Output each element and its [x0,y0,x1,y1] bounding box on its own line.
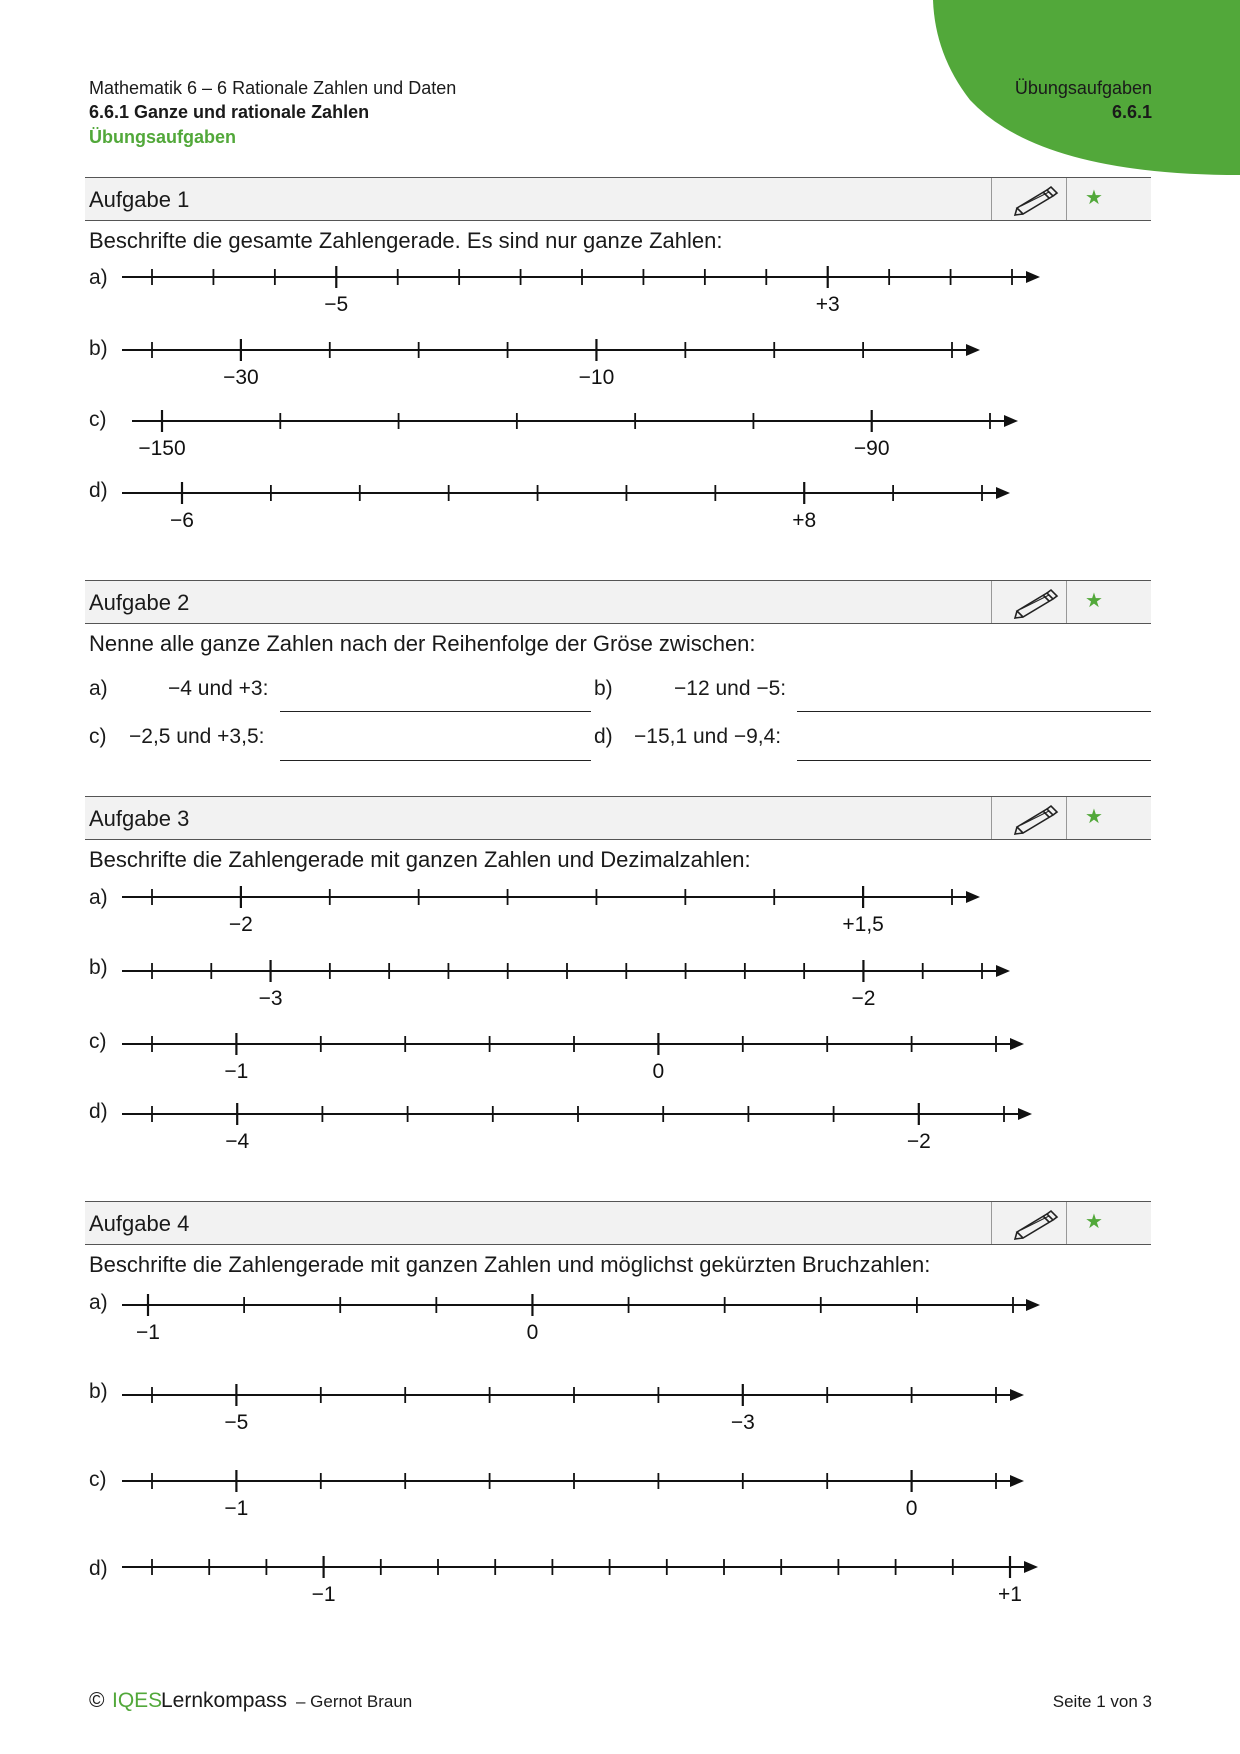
tick-label: 0 [652,1060,665,1083]
tick-label: −3 [258,987,283,1010]
header-subject: Mathematik 6 – 6 Rationale Zahlen und Daten [89,78,457,98]
tick-label: −150 [138,437,186,460]
tick-label: −2 [228,913,253,936]
tick-label: −2 [906,1130,931,1153]
task-3-instruction: Beschrifte die Zahlengerade mit ganzen Zahlen und Dezimalzahlen: [89,847,751,872]
header-section: Übungsaufgaben [89,127,236,147]
star-icon: ★ [1085,806,1103,828]
tick-label: −4 [225,1130,250,1153]
item-label: a) [89,677,108,700]
line-label: c) [89,408,107,431]
tick-label: −90 [853,437,890,460]
task-3-title: Aufgabe 3 [89,806,190,831]
line-label: d) [89,479,108,502]
item-label: b) [594,677,613,700]
item-text: −12 und −5: [674,677,787,700]
star-icon: ★ [1085,1211,1103,1233]
line-label: d) [89,1100,108,1123]
line-label: c) [89,1030,107,1053]
tick-label: +3 [815,293,840,316]
star-icon: ★ [1085,187,1103,209]
tick-label: +1 [998,1583,1022,1606]
tick-label: −10 [578,366,615,389]
item-text: −4 und +3: [168,677,269,700]
tick-label: −5 [224,1411,249,1434]
item-text: −15,1 und −9,4: [634,725,782,748]
header-chapter: 6.6.1 Ganze und rationale Zahlen [89,102,370,122]
task-4-instruction: Beschrifte die Zahlengerade mit ganzen Zahlen und möglichst gekürzten Bruchzahlen: [89,1252,931,1277]
item-label: d) [594,725,613,748]
tick-label: +1,5 [842,913,884,936]
footer-page: Seite 1 von 3 [1052,1692,1152,1711]
tick-label: 0 [526,1321,539,1344]
line-label: a) [89,266,108,289]
task-4-title: Aufgabe 4 [89,1211,190,1236]
line-label: a) [89,886,108,909]
line-label: d) [89,1557,108,1580]
footer-brand-iqes: IQES [112,1689,163,1712]
task-1-title: Aufgabe 1 [89,187,190,212]
task-1-instruction: Beschrifte die gesamte Zahlengerade. Es sind nur ganze Zahlen: [89,228,723,253]
item-text: −2,5 und +3,5: [129,725,265,748]
line-label: b) [89,956,108,979]
tick-label: −1 [224,1060,249,1083]
line-label: c) [89,1468,107,1491]
axis-arrow [1024,1561,1038,1573]
tick-label: −1 [311,1583,336,1606]
line-label: b) [89,337,108,360]
tick-label: −5 [324,293,349,316]
star-icon: ★ [1085,590,1103,612]
tick-label: −30 [223,366,259,389]
tick-label: −1 [136,1321,160,1344]
tick-label: −6 [170,509,194,532]
header-type: Übungsaufgaben [1014,78,1152,98]
line-label: b) [89,1380,108,1403]
tick-label: +8 [792,509,817,532]
task-2-instruction: Nenne alle ganze Zahlen nach der Reihenfolge der Gröse zwischen: [89,631,756,656]
line-label: a) [89,1291,108,1314]
item-label: c) [89,725,107,748]
footer-author: – Gernot Braun [296,1692,413,1711]
task-2-title: Aufgabe 2 [89,590,190,615]
tick-label: −1 [224,1497,249,1520]
tick-label: −2 [851,987,876,1010]
header-number: 6.6.1 [1111,102,1152,122]
tick-label: 0 [905,1497,918,1520]
copyright-symbol: © [89,1689,105,1712]
footer-brand-lernkompass: Lernkompass [161,1689,288,1712]
tick-label: −3 [730,1411,755,1434]
